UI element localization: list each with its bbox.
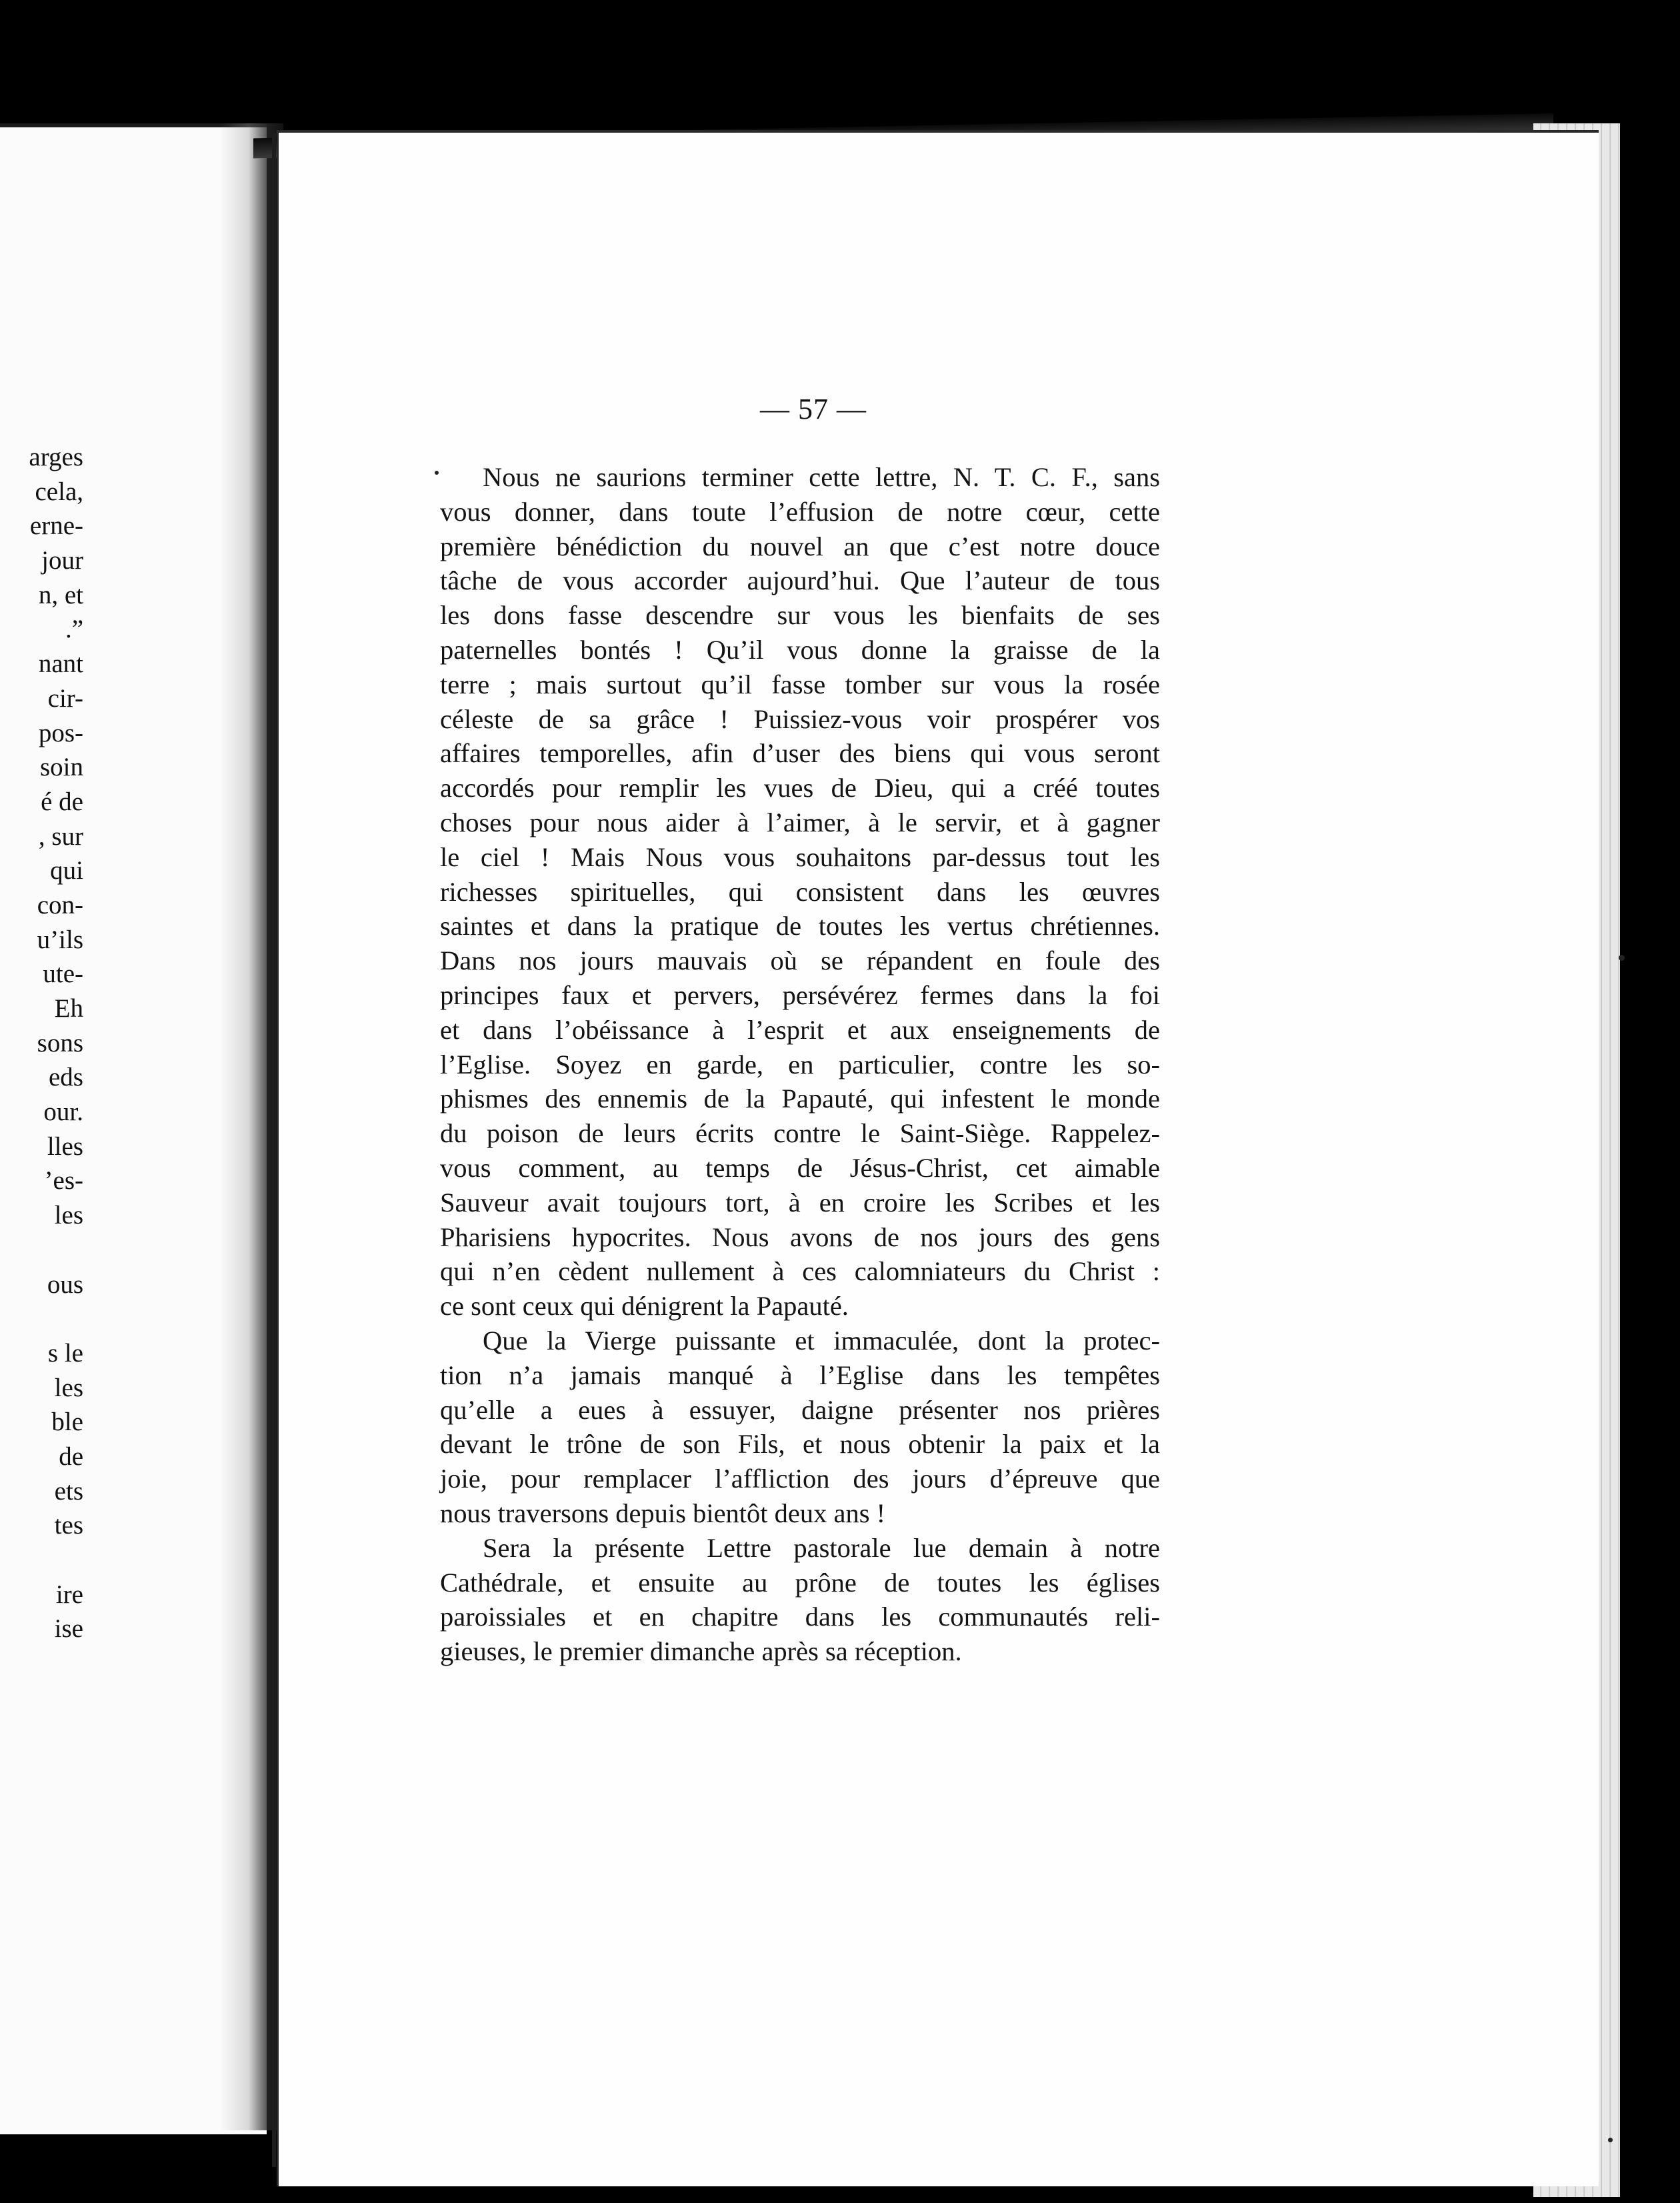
- left-page-line: erne-: [29, 511, 83, 541]
- text-line: ce sont ceux qui dénigrent la Papauté.: [440, 1291, 849, 1322]
- left-page-line: ute-: [43, 959, 83, 989]
- left-page-line: , sur: [38, 821, 83, 851]
- ink-speck: [1608, 2138, 1613, 2142]
- left-page-line: Eh: [54, 994, 83, 1023]
- paragraph: [440, 1324, 1160, 1531]
- gutter-line: [272, 133, 276, 2167]
- text-line: Nous ne saurions terminer cette lettre, N. T. C. F., sans: [483, 462, 1160, 492]
- left-page-line: con-: [37, 890, 83, 919]
- left-page-text: [0, 440, 83, 1680]
- text-line: première bénédiction du nouvel an que c’est notre douce: [440, 531, 1160, 561]
- left-page-line: ous: [47, 1270, 83, 1299]
- text-line: Dans nos jours mauvais où se répandent en foule des: [440, 945, 1160, 976]
- left-page-line: ets: [54, 1476, 83, 1506]
- left-page-line: é de: [41, 787, 83, 816]
- text-line: qu’elle a eues à essuyer, daigne présenter nos prières: [440, 1394, 1160, 1425]
- text-line: affaires temporelles, afin d’user des biens qui vous seront: [440, 738, 1160, 769]
- left-page-line: s le: [47, 1338, 83, 1368]
- left-page-line: tes: [54, 1511, 83, 1540]
- text-line: choses pour nous aider à l’aimer, à le servir, et à gagner: [440, 807, 1160, 837]
- left-page-line: qui: [50, 856, 83, 885]
- text-line: les dons fasse descendre sur vous les bienfaits de ses: [440, 600, 1160, 631]
- left-page-line: jour: [41, 546, 83, 575]
- left-page-line: [0, 1302, 83, 1336]
- text-line: phismes des ennemis de la Papauté, qui infestent le monde: [440, 1083, 1160, 1114]
- text-line: paternelles bontés ! Qu’il vous donne la graisse de la: [440, 634, 1160, 665]
- left-page-line: our.: [43, 1097, 83, 1127]
- left-page-line: sons: [37, 1028, 83, 1057]
- left-page-line: .”: [65, 615, 83, 644]
- left-page-line: pos-: [38, 718, 83, 747]
- left-page-line: cir-: [47, 683, 83, 713]
- left-page-line: de: [59, 1442, 83, 1471]
- left-page-line: ise: [54, 1614, 83, 1644]
- text-line: devant le trône de son Fils, et nous obtenir la paix et la: [440, 1429, 1160, 1460]
- left-page-line: les: [54, 1373, 83, 1402]
- text-line: qui n’en cèdent nullement à ces calomniateurs du Christ :: [440, 1256, 1160, 1287]
- paragraph: [440, 460, 1160, 1324]
- text-line: l’Eglise. Soyez en garde, en particulier, contre les so-: [440, 1049, 1160, 1079]
- left-page-line: cela,: [35, 477, 83, 506]
- left-page-line: u’ils: [37, 925, 83, 954]
- ink-speck: [435, 471, 439, 475]
- left-page-line: nant: [38, 649, 83, 679]
- text-line: Sera la présente Lettre pastorale lue demain à notre: [483, 1532, 1160, 1563]
- text-line: saintes et dans la pratique de toutes les vertus chrétiennes.: [440, 911, 1160, 941]
- text-line: tion n’a jamais manqué à l’Eglise dans les tempêtes: [440, 1360, 1160, 1390]
- left-page-line: lles: [47, 1132, 83, 1161]
- text-line: terre ; mais surtout qu’il fasse tomber sur vous la rosée: [440, 669, 1160, 699]
- body-text: [440, 460, 1160, 1669]
- text-line: le ciel ! Mais Nous vous souhaitons par-dessus tout les: [440, 841, 1160, 872]
- text-line: Que la Vierge puissante et immaculée, dont la protec-: [483, 1325, 1160, 1356]
- text-line: vous comment, au temps de Jésus-Christ, cet aimable: [440, 1152, 1160, 1183]
- text-line: richesses spirituelles, qui consistent dans les œuvres: [440, 876, 1160, 907]
- text-line: du poison de leurs écrits contre le Saint-Siège. Rappelez-: [440, 1118, 1160, 1149]
- text-line: gieuses, le premier dimanche après sa réception.: [440, 1636, 962, 1667]
- left-page-line: soin: [39, 753, 83, 782]
- text-line: vous donner, dans toute l’effusion de notre cœur, cette: [440, 496, 1160, 527]
- text-line: Cathédrale, et ensuite au prône de toutes les églises: [440, 1567, 1160, 1598]
- left-page-line: ’es-: [44, 1166, 83, 1196]
- text-line: nous traversons depuis bientôt deux ans !: [440, 1498, 886, 1528]
- left-page-line: n, et: [38, 580, 83, 609]
- paragraph: [440, 1531, 1160, 1669]
- left-page-line: ire: [55, 1580, 83, 1609]
- text-line: joie, pour remplacer l’affliction des jours d’épreuve que: [440, 1464, 1160, 1494]
- text-line: et dans l’obéissance à l’esprit et aux enseignements de: [440, 1014, 1160, 1045]
- left-page-line: [0, 1233, 83, 1268]
- left-page-line: les: [54, 1201, 83, 1230]
- text-line: paroissiales et en chapitre dans les communautés reli-: [440, 1602, 1160, 1632]
- left-page-line: eds: [49, 1063, 83, 1092]
- text-line: Pharisiens hypocrites. Nous avons de nos jours des gens: [440, 1222, 1160, 1252]
- text-line: céleste de sa grâce ! Puissiez-vous voir prospérer vos: [440, 703, 1160, 734]
- text-line: principes faux et pervers, persévérez fermes dans la foi: [440, 979, 1160, 1010]
- ink-speck: [1619, 955, 1625, 961]
- text-line: accordés pour remplir les vues de Dieu, qui a créé toutes: [440, 773, 1160, 803]
- text-line: tâche de vous accorder aujourd’hui. Que l’auteur de tous: [440, 565, 1160, 596]
- page-number: — 57 —: [760, 393, 867, 425]
- left-page-line: [0, 1543, 83, 1578]
- text-line: Sauveur avait toujours tort, à en croire les Scribes et les: [440, 1187, 1160, 1218]
- left-page-line: arges: [29, 443, 83, 471]
- left-page-line: ble: [51, 1408, 83, 1437]
